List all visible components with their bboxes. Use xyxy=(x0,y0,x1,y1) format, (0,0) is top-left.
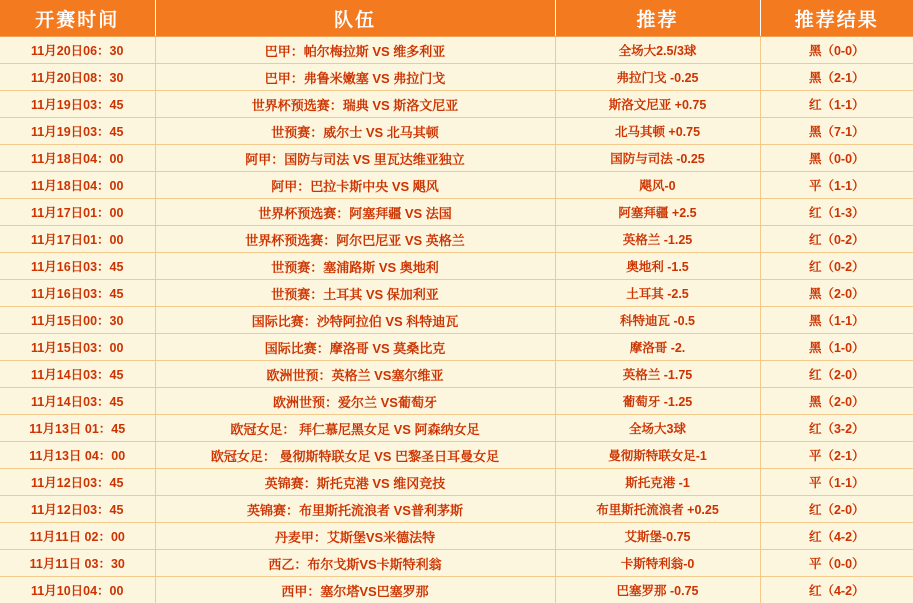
cell-recommendation: 全场大2.5/3球 xyxy=(555,37,760,64)
cell-result: 黑（2-0） xyxy=(760,280,913,307)
cell-teams: 世界杯预选赛：阿塞拜疆 VS 法国 xyxy=(155,199,555,226)
cell-result: 黑（0-0） xyxy=(760,145,913,172)
cell-match-time: 11月20日08：30 xyxy=(0,64,155,91)
cell-match-time: 11月18日04：00 xyxy=(0,145,155,172)
cell-match-time: 11月17日01：00 xyxy=(0,226,155,253)
cell-result: 红（2-0） xyxy=(760,496,913,523)
table-row[interactable] xyxy=(0,226,913,253)
cell-recommendation: 国防与司法 -0.25 xyxy=(555,145,760,172)
cell-teams: 世界杯预选赛：阿尔巴尼亚 VS 英格兰 xyxy=(155,226,555,253)
cell-match-time: 11月20日06：30 xyxy=(0,37,155,64)
table-row[interactable] xyxy=(0,307,913,334)
cell-recommendation: 科特迪瓦 -0.5 xyxy=(555,307,760,334)
cell-teams: 英锦赛：布里斯托流浪者 VS普利茅斯 xyxy=(155,496,555,523)
table-row[interactable] xyxy=(0,334,913,361)
column-header-result: 推荐结果 xyxy=(760,0,913,37)
cell-result: 红（3-2） xyxy=(760,415,913,442)
cell-teams: 阿甲：巴拉卡斯中央 VS 飓风 xyxy=(155,172,555,199)
cell-recommendation: 弗拉门戈 -0.25 xyxy=(555,64,760,91)
column-header-time: 开赛时间 xyxy=(0,0,155,37)
cell-teams: 西甲：塞尔塔VS巴塞罗那 xyxy=(155,577,555,603)
cell-result: 黑（1-1） xyxy=(760,307,913,334)
cell-teams: 欧洲世预：爱尔兰 VS葡萄牙 xyxy=(155,388,555,415)
cell-result: 红（1-1） xyxy=(760,91,913,118)
cell-match-time: 11月15日00：30 xyxy=(0,307,155,334)
cell-teams: 阿甲：国防与司法 VS 里瓦达维亚独立 xyxy=(155,145,555,172)
table-body xyxy=(0,37,913,603)
cell-match-time: 11月18日04：00 xyxy=(0,172,155,199)
cell-match-time: 11月12日03：45 xyxy=(0,469,155,496)
cell-recommendation: 艾斯堡-0.75 xyxy=(555,523,760,550)
cell-match-time: 11月16日03：45 xyxy=(0,280,155,307)
cell-match-time: 11月19日03：45 xyxy=(0,91,155,118)
cell-teams: 世界杯预选赛：瑞典 VS 斯洛文尼亚 xyxy=(155,91,555,118)
cell-teams: 丹麦甲：艾斯堡VS米德法特 xyxy=(155,523,555,550)
cell-recommendation: 斯洛文尼亚 +0.75 xyxy=(555,91,760,118)
cell-match-time: 11月19日03：45 xyxy=(0,118,155,145)
cell-match-time: 11月14日03：45 xyxy=(0,361,155,388)
cell-result: 黑（0-0） xyxy=(760,37,913,64)
cell-teams: 世预赛：威尔士 VS 北马其顿 xyxy=(155,118,555,145)
cell-recommendation: 巴塞罗那 -0.75 xyxy=(555,577,760,603)
cell-result: 红（4-2） xyxy=(760,577,913,603)
cell-teams: 世预赛：土耳其 VS 保加利亚 xyxy=(155,280,555,307)
cell-recommendation: 全场大3球 xyxy=(555,415,760,442)
cell-teams: 巴甲：帕尔梅拉斯 VS 维多利亚 xyxy=(155,37,555,64)
cell-result: 平（1-1） xyxy=(760,172,913,199)
cell-result: 黑（1-0） xyxy=(760,334,913,361)
cell-teams: 欧洲世预：英格兰 VS塞尔维亚 xyxy=(155,361,555,388)
cell-result: 黑（2-0） xyxy=(760,388,913,415)
cell-match-time: 11月16日03：45 xyxy=(0,253,155,280)
cell-teams: 巴甲：弗鲁米嫩塞 VS 弗拉门戈 xyxy=(155,64,555,91)
table-row[interactable] xyxy=(0,253,913,280)
cell-result: 黑（7-1） xyxy=(760,118,913,145)
cell-teams: 英锦赛：斯托克港 VS 维冈竞技 xyxy=(155,469,555,496)
table-row[interactable] xyxy=(0,91,913,118)
cell-recommendation: 奥地利 -1.5 xyxy=(555,253,760,280)
cell-teams: 西乙：布尔戈斯VS卡斯特利翁 xyxy=(155,550,555,577)
cell-recommendation: 飓风-0 xyxy=(555,172,760,199)
table-row[interactable] xyxy=(0,523,913,550)
cell-match-time: 11月17日01：00 xyxy=(0,199,155,226)
cell-teams: 国际比赛：摩洛哥 VS 莫桑比克 xyxy=(155,334,555,361)
cell-teams: 欧冠女足： 曼彻斯特联女足 VS 巴黎圣日耳曼女足 xyxy=(155,442,555,469)
table-row[interactable] xyxy=(0,145,913,172)
cell-recommendation: 阿塞拜疆 +2.5 xyxy=(555,199,760,226)
cell-teams: 世预赛：塞浦路斯 VS 奥地利 xyxy=(155,253,555,280)
table-row[interactable] xyxy=(0,280,913,307)
table-row[interactable] xyxy=(0,37,913,64)
cell-teams: 国际比赛：沙特阿拉伯 VS 科特迪瓦 xyxy=(155,307,555,334)
cell-result: 平（0-0） xyxy=(760,550,913,577)
cell-match-time: 11月13日 01：45 xyxy=(0,415,155,442)
table-row[interactable] xyxy=(0,496,913,523)
cell-recommendation: 北马其顿 +0.75 xyxy=(555,118,760,145)
table-row[interactable] xyxy=(0,442,913,469)
cell-recommendation: 英格兰 -1.25 xyxy=(555,226,760,253)
column-header-teams: 队伍 xyxy=(155,0,555,37)
cell-recommendation: 曼彻斯特联女足-1 xyxy=(555,442,760,469)
cell-match-time: 11月11日 03：30 xyxy=(0,550,155,577)
cell-recommendation: 葡萄牙 -1.25 xyxy=(555,388,760,415)
cell-match-time: 11月15日03：00 xyxy=(0,334,155,361)
table-row[interactable] xyxy=(0,199,913,226)
cell-match-time: 11月12日03：45 xyxy=(0,496,155,523)
cell-match-time: 11月10日04：00 xyxy=(0,577,155,603)
table-header-row xyxy=(0,0,913,37)
cell-match-time: 11月13日 04：00 xyxy=(0,442,155,469)
cell-recommendation: 土耳其 -2.5 xyxy=(555,280,760,307)
cell-teams: 欧冠女足： 拜仁慕尼黑女足 VS 阿森纳女足 xyxy=(155,415,555,442)
table-row[interactable] xyxy=(0,469,913,496)
cell-result: 平（2-1） xyxy=(760,442,913,469)
table-row[interactable] xyxy=(0,577,913,603)
table-row[interactable] xyxy=(0,361,913,388)
table-row[interactable] xyxy=(0,64,913,91)
cell-match-time: 11月14日03：45 xyxy=(0,388,155,415)
cell-result: 平（1-1） xyxy=(760,469,913,496)
cell-recommendation: 布里斯托流浪者 +0.25 xyxy=(555,496,760,523)
table-row[interactable] xyxy=(0,172,913,199)
cell-result: 红（2-0） xyxy=(760,361,913,388)
cell-recommendation: 英格兰 -1.75 xyxy=(555,361,760,388)
cell-recommendation: 卡斯特利翁-0 xyxy=(555,550,760,577)
table-header xyxy=(0,0,913,37)
cell-result: 红（4-2） xyxy=(760,523,913,550)
column-header-recommendation: 推荐 xyxy=(555,0,760,37)
table-row[interactable] xyxy=(0,550,913,577)
cell-match-time: 11月11日 02：00 xyxy=(0,523,155,550)
cell-result: 红（1-3） xyxy=(760,199,913,226)
cell-recommendation: 摩洛哥 -2. xyxy=(555,334,760,361)
cell-result: 黑（2-1） xyxy=(760,64,913,91)
table-row[interactable] xyxy=(0,388,913,415)
cell-recommendation: 斯托克港 -1 xyxy=(555,469,760,496)
table-row[interactable] xyxy=(0,415,913,442)
table-row[interactable] xyxy=(0,118,913,145)
cell-result: 红（0-2） xyxy=(760,253,913,280)
cell-result: 红（0-2） xyxy=(760,226,913,253)
